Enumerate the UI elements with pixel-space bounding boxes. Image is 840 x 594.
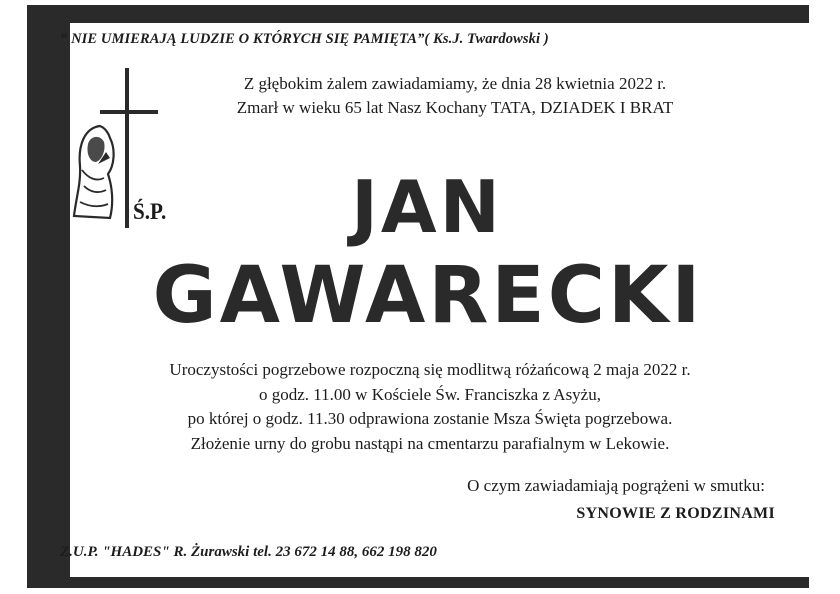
ceremony-line: o godz. 11.00 w Kościele Św. Franciszka z Asyżu,: [259, 384, 601, 404]
intro-line: Zmarł w wieku 65 lat Nasz Kochany TATA, DZIADEK I BRAT: [236, 98, 674, 117]
intro-line: Z głębokim żalem zawiadamiamy, że dnia 28 kwietnia 2022 r.: [243, 74, 667, 93]
announcement-intro: [175, 72, 735, 120]
sp-prefix: Ś.P.: [133, 199, 167, 224]
deceased-first-name: JAN: [351, 165, 503, 249]
ceremony-line: Uroczystości pogrzebowe rozpoczną się modlitwą różańcową 2 maja 2022 r.: [169, 360, 691, 379]
funeral-details: [80, 358, 780, 456]
deceased-last-name: GAWARECKI: [152, 251, 704, 341]
mourners-signature: SYNOWIE Z RODZINAMI: [576, 505, 775, 522]
ceremony-line: po której o godz. 11.30 odprawiona zostanie Msza Święta pogrzebowa.: [187, 409, 673, 428]
motto-quote: “ NIE UMIERAJĄ LUDZIE O KTÓRYCH SIĘ PAMIĘTA”( Ks.J. Twardowski ): [60, 31, 549, 47]
closing-line: O czym zawiadamiają pogrążeni w smutku:: [467, 476, 765, 495]
funeral-home-footer: Z.U.P. "HADES" R. Żurawski tel. 23 672 14 88, 662 198 820: [60, 544, 437, 560]
ceremony-line: Złożenie urny do grobu nastąpi na cmentarzu parafialnym w Lekowie.: [190, 433, 670, 453]
